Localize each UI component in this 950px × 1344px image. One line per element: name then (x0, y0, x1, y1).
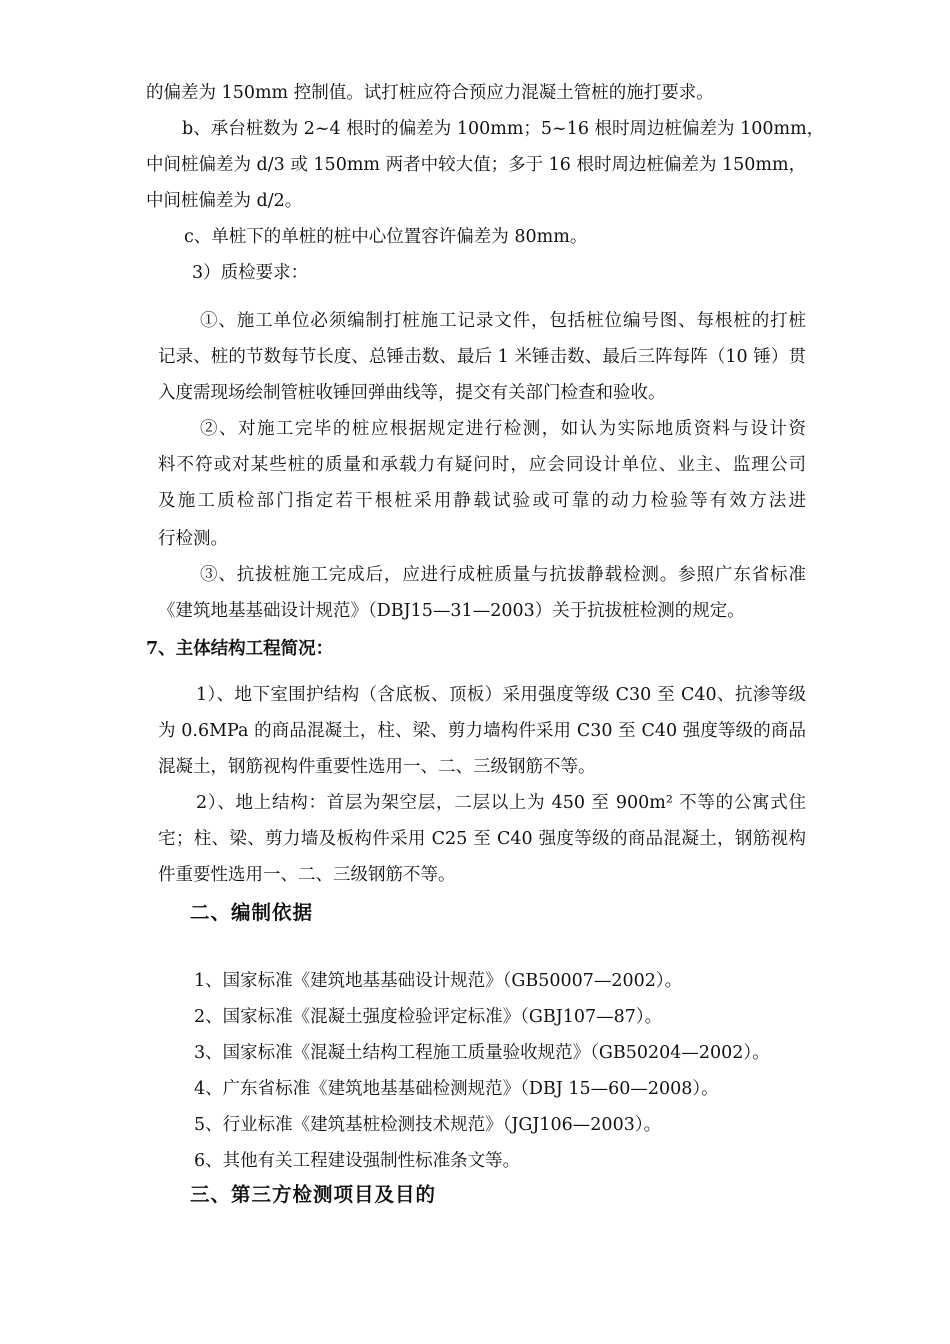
text-line: b、承台桩数为 2~4 根时的偏差为 100mm；5~16 根时周边桩偏差为 100mm， (182, 119, 825, 139)
list-item: 1、国家标准《建筑地基基础设计规范》（GB50007—2002）。 (194, 971, 683, 991)
text-line: 《建筑地基基础设计规范》（DBJ15—31—2003）关于抗拔桩检测的规定。 (158, 601, 745, 621)
chapter-heading: 三、第三方检测项目及目的 (190, 1183, 437, 1206)
list-item: 3、国家标准《混凝土结构工程施工质量验收规范》（GB50204—2002）。 (194, 1043, 770, 1063)
text-line: 料不符或对某些桩的质量和承载力有疑问时，应会同设计单位、业主、监理公司 (158, 455, 806, 475)
text-line: 及施工质检部门指定若干根桩采用静载试验或可靠的动力检验等有效方法进 (158, 491, 806, 511)
text-line: c、单桩下的单桩的桩中心位置容许偏差为 80mm。 (184, 227, 588, 247)
section-heading: 7、主体结构工程简况： (146, 639, 334, 659)
list-item: 6、其他有关工程建设强制性标准条文等。 (194, 1151, 521, 1171)
list-item: 5、行业标准《建筑基桩检测技术规范》（JGJ106—2003）。 (194, 1115, 662, 1135)
text-line: 3）质检要求： (192, 263, 309, 283)
text-line: ①、施工单位必须编制打桩施工记录文件，包括桩位编号图、每根桩的打桩 (200, 311, 806, 331)
text-line: 2）、地上结构：首层为架空层，二层以上为 450 至 900m² 不等的公寓式住 (196, 793, 806, 813)
text-line: 宅；柱、梁、剪力墙及板构件采用 C25 至 C40 强度等级的商品混凝土，钢筋视构 (158, 829, 806, 849)
text-line: 为 0.6MPa 的商品混凝土，柱、梁、剪力墙构件采用 C30 至 C40 强度等级的商品 (158, 721, 806, 741)
text-line: ②、对施工完毕的桩应根据规定进行检测，如认为实际地质资料与设计资 (200, 419, 806, 439)
text-line: 的偏差为 150mm 控制值。试打桩应符合预应力混凝土管桩的施打要求。 (146, 83, 714, 103)
text-line: 混凝土，钢筋视构件重要性选用一、二、三级钢筋不等。 (158, 757, 596, 777)
chapter-heading: 二、编制依据 (190, 901, 314, 924)
text-line: 入度需现场绘制管桩收锤回弹曲线等，提交有关部门检查和验收。 (158, 383, 666, 403)
text-line: 件重要性选用一、二、三级钢筋不等。 (158, 865, 456, 885)
text-line: ③、抗拔桩施工完成后，应进行成桩质量与抗拔静载检测。参照广东省标准 (200, 565, 806, 585)
text-line: 记录、桩的节数每节长度、总锤击数、最后 1 米锤击数、最后三阵每阵（10 锤）贯 (158, 347, 806, 367)
text-line: 中间桩偏差为 d/2。 (146, 191, 303, 211)
text-line: 中间桩偏差为 d/3 或 150mm 两者中较大值；多于 16 根时周边桩偏差为 150mm， (146, 155, 807, 175)
text-line: 行检测。 (158, 529, 228, 549)
list-item: 4、广东省标准《建筑地基基础检测规范》（DBJ 15—60—2008）。 (194, 1079, 719, 1099)
list-item: 2、国家标准《混凝土强度检验评定标准》（GBJ107—87）。 (194, 1007, 663, 1027)
text-line: 1）、地下室围护结构（含底板、顶板）采用强度等级 C30 至 C40、抗渗等级 (196, 685, 806, 705)
